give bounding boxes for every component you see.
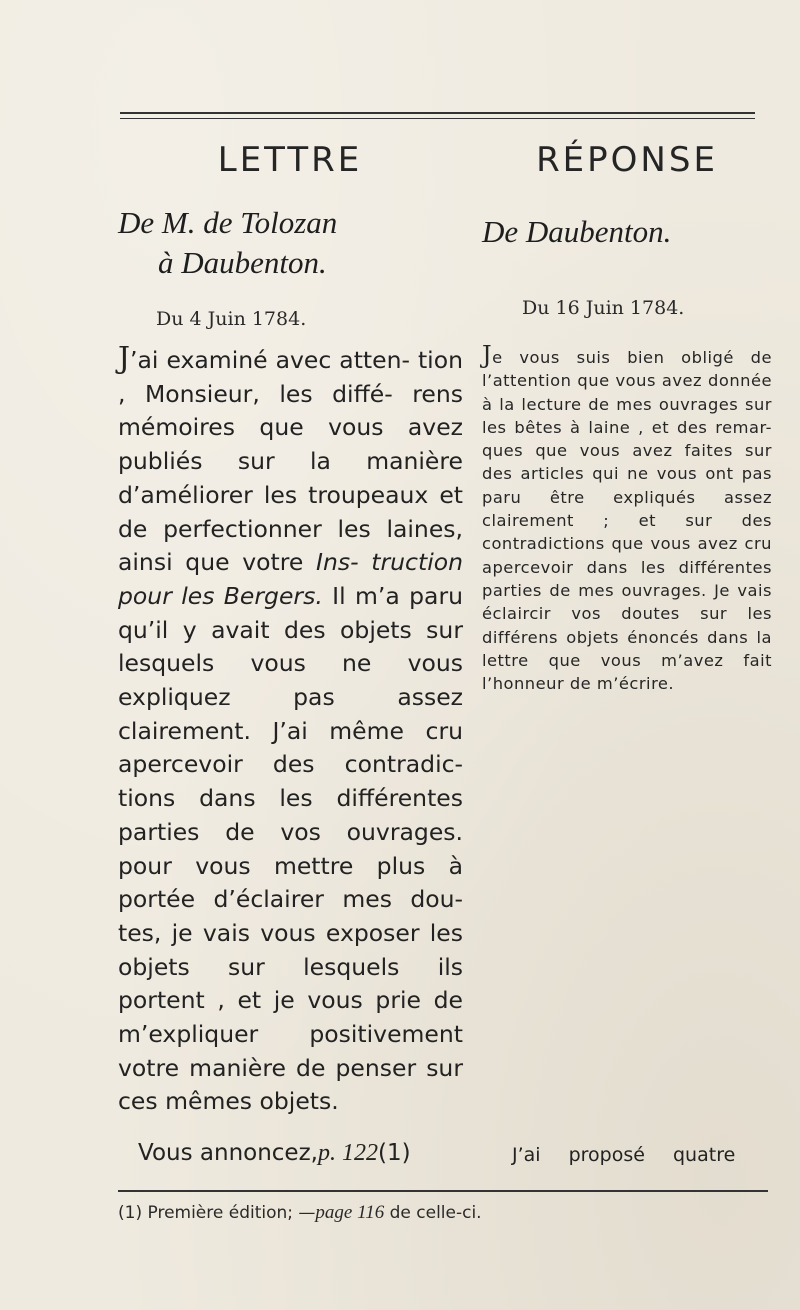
reply-continuation: J’ai proposé quatre xyxy=(512,1144,736,1166)
reply-body xyxy=(482,341,772,695)
letter-title-line1: De M. de Tolozan xyxy=(118,205,338,240)
reply-title: De Daubenton. xyxy=(482,214,672,249)
letter-body-part2: Il m’a paru qu’il y avait des objets sur lesquels vous ne vous expliquez pas assez clairement. J’ai même cru apercevoir des contradic- tions dans les différentes parties de vos ouvrages. pour vous mettre plus à portée d’éclairer mes dou- tes, je vais vous exposer les objets sur lesquels ils portent , et je vous prie de m’expliquer positivement votre manière de penser sur ces mêmes objets. xyxy=(118,581,463,1116)
letter-body-part1: ’ai examiné avec atten- tion , Monsieur, les diffé- rens mémoires que vous avez publiés sur la manière d’améliorer les troupeaux et de perfectionner les laines, ainsi que votre xyxy=(118,346,463,577)
letter-title-line2: à Daubenton. xyxy=(158,245,327,280)
letter-date: Du 4 Juin 1784. xyxy=(156,308,307,330)
footnote-marker: (1) xyxy=(118,1203,143,1223)
letter-body-title-ref: Ins- truction pour les Bergers. xyxy=(118,548,463,610)
reply-date: Du 16 Juin 1784. xyxy=(522,297,685,319)
letter-continuation xyxy=(138,1140,411,1167)
footnote-text-after: de celle-ci. xyxy=(384,1203,482,1223)
letter-continuation-page-ref: p. 122 xyxy=(317,1140,378,1166)
footnote-page-ref: page 116 xyxy=(315,1202,385,1223)
footnote-text-before: Première édition; — xyxy=(142,1203,316,1223)
letter-continuation-text: Vous annoncez, xyxy=(138,1140,318,1166)
footnote-marker-ref: (1) xyxy=(377,1140,411,1166)
top-rule-thin xyxy=(120,118,755,119)
top-rule xyxy=(120,112,755,114)
reply-initial: J xyxy=(482,341,493,369)
reply-heading: RÉPONSE xyxy=(536,140,718,180)
footnote-rule xyxy=(118,1190,768,1192)
letter-heading: LETTRE xyxy=(217,140,363,180)
footnote xyxy=(118,1202,482,1224)
letter-body xyxy=(118,342,463,1119)
letter-initial: J xyxy=(118,341,131,376)
reply-body-text: e vous suis bien obligé de l’attention que vous avez donnée à la lecture de mes ouvrages sur les bêtes à laine , et des remar- ques que vous avez faites sur des articles qui ne vous ont pas paru être expliqués assez clairement ; et sur des contradictions que vous avez cru apercevoir dans les différentes parties de mes ouvrages. Je vais éclaircir vos doutes sur les différens objets énoncés dans la lettre que vous m’avez fait l’honneur de m’écrire. xyxy=(482,348,772,694)
